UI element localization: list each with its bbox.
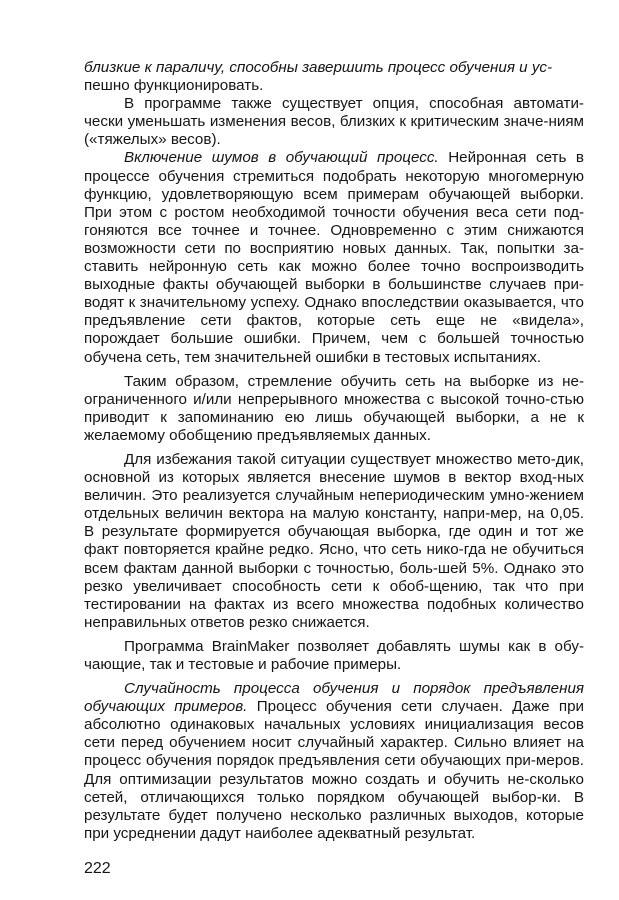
page-text-column <box>84 59 584 843</box>
paragraph-2-text: В программе также существует опция, способная автомати-чески уменьшать изменения весов, близких к критическим значе-ниям («тяжелых» весов). <box>84 95 584 149</box>
paragraph-5 <box>84 451 584 632</box>
paragraph-3-italic: Включение шумов в обучающий процесс. <box>124 149 439 167</box>
paragraph-3 <box>84 149 584 366</box>
paragraph-7 <box>84 680 584 843</box>
paragraph-5-text: Для избежания такой ситуации существует множество мето-дик, основной из которых является внесение шумов в вектор вход-ных величин. Это реализуется случайным непериодическим умно-жением отдельных величин вектора на малую константу, напри-мер, на 0,05. В результате формируется обучающая выборка, где один и тот же факт повторяется крайне редко. Ясно, что сеть нико-гда не обучиться всем фактам данной выборки с точностью, боль-шей 5%. Однако это резко увеличивает способность сети к обоб-щению, так что при тестировании на фактах из всего множества подобных количество неправильных ответов резко снижается. <box>84 450 584 631</box>
paragraph-1-italic: близкие к параличу, способны завершить процесс обучения и ус- <box>84 59 553 76</box>
paragraph-7-italic: Случайность процесса обучения и порядок предъявления обучающих примеров. <box>84 680 584 716</box>
paragraph-3-text: Нейронная сеть в процессе обучения стремиться подобрать некоторую многомерную функцию, удовлетворяющую всем примерам обучающей выборки. При этом с ростом необходимой точности обучения веса сети под-гоняются все точнее и точнее. Одновременно с этим снижаются возможности сети по восприятию новых данных. Так, попытки за-ставить нейронную сеть как можно более точно воспроизводить выходные факты обучающей выборки в большинстве случаев при-водят к значительному успеху. Однако впоследствии оказывается, что предъявление сети фактов, которые сеть еще не «видела», порождает большие ошибки. Причем, чем с большей точностью обучена сеть, тем значительней ошибки в тестовых испытаниях. <box>84 149 584 366</box>
page-number: 222 <box>84 860 111 877</box>
paragraph-6 <box>84 638 584 674</box>
paragraph-6-text: Программа BrainMaker позволяет добавлять шумы как в обу-чающие, так и тестовые и рабочие примеры. <box>84 637 584 673</box>
paragraph-1-text: пешно функционировать. <box>84 77 264 95</box>
paragraph-4-text: Таким образом, стремление обучить сеть на выборке из не-ограниченного и/или непрерывного множества с высокой точно-стью приводит к запоминанию ею лишь обучающей выборки, а не к желаемому обобщению предъявляемых данных. <box>84 372 584 444</box>
paragraph-4 <box>84 373 584 445</box>
paragraph-1 <box>84 59 584 95</box>
paragraph-2 <box>84 95 584 149</box>
paragraph-7-text: Процесс обучения сети случаен. Даже при абсолютно одинаковых начальных условиях инициализация весов сети перед обучением носит случайный характер. Сильно влияет на процесс обучения порядок предъявления сети обучающих при-меров. Для оптимизации результатов можно создать и обучить не-сколько сетей, отличающихся только порядком обучающей выбор-ки. В результате будет получено несколько различных выходов, которые при усреднении дадут наиболее адекватный результат. <box>84 698 585 842</box>
